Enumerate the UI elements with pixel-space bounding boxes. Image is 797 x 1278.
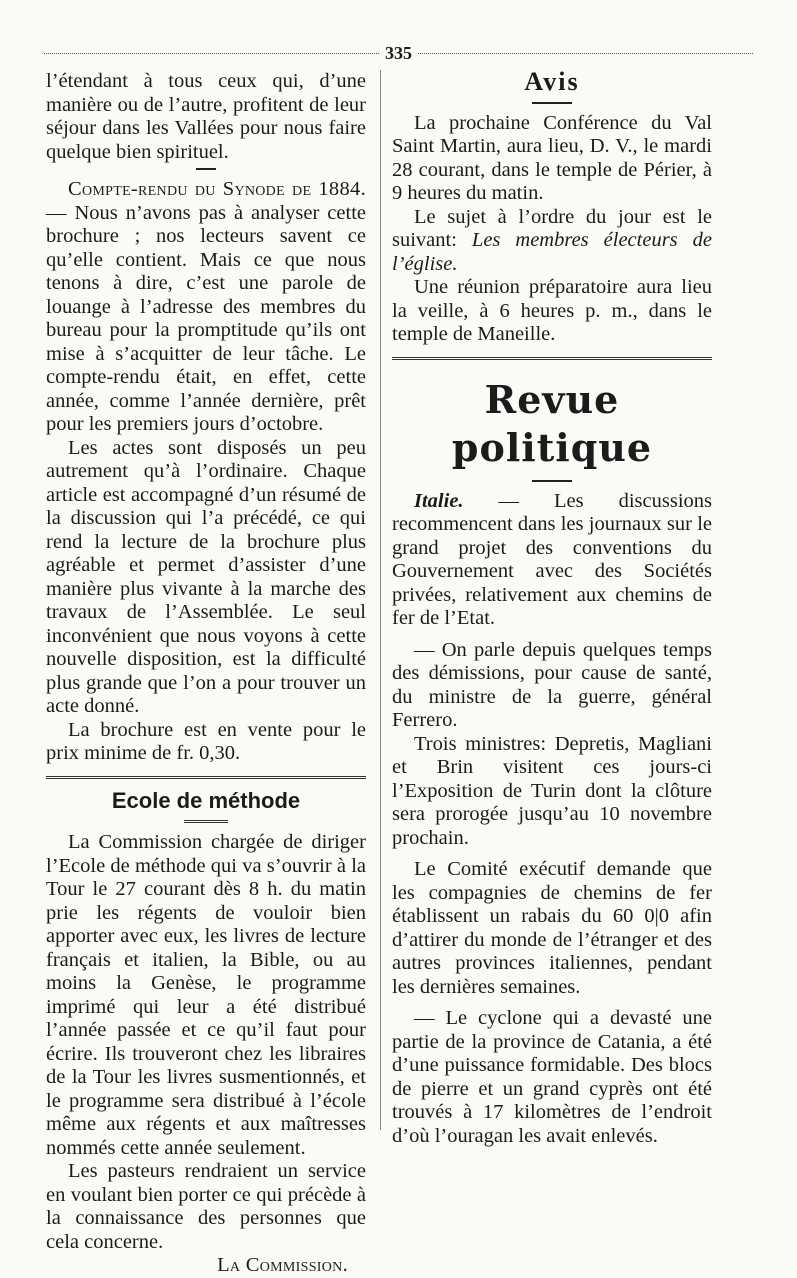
article-synode-p1: — Nous n’avons pas à analyser cette brochure ; nos lecteurs savent ce qu’elle contient. Mais ce que nous tenons à dire, c’est une parole de louange à l’adresse des membres du bureau pour la promptitude qu’ils ont mise à s’acquitter de leur tâche. Le compte-rendu était, en effet, cette année, comme l’année dernière, prêt pour les premiers jours d’octobre. [46,201,366,435]
heading-avis: Avis [524,67,580,96]
revue-p1-text: — Les discussions recommencent dans les journaux sur le grand projet des conventions du Gouvernement avec des Sociétés privées, relativement aux chemins de fer de l’Etat. [392,489,712,629]
avis-p3: Une réunion préparatoire aura lieu la veille, à 6 heures p. m., dans le temple de Maneille. [392,276,712,345]
avis-p1: La prochaine Conférence du Val Saint Martin, aura lieu, D. V., le mardi 28 courant, dans le temple de Périer, à 9 heures du matin. [392,111,712,204]
article-ecole-p2: Les pasteurs rendraient un service en voulant bien porter ce qui précède à la connaissance des personnes que cela concerne. [46,1160,366,1253]
column-divider [380,70,381,1130]
avis-p2-italic: Les membres électeurs de l’église. [392,229,712,275]
page-number: 335 [385,43,412,63]
revue-p1 [392,490,712,631]
header-rule-left [44,53,379,54]
avis-underline [532,102,572,104]
heading-underline [184,820,228,823]
paragraph-continuation: l’étendant à tous ceux qui, d’une manière ou de l’autre, profitent de leur séjour dans les Vallées pour nous faire quelque bien spirituel. [46,70,366,163]
signature-commission: La Commission. [217,1254,348,1276]
revue-p4: Le Comité exécutif demande que les compagnies de chemins de fer établissent un rabais du 60 0|0 afin d’attirer du monde de l’étranger et des autres provinces italiennes, pendant les dernières semaines. [392,858,712,998]
separator-short [196,168,216,170]
heading-ecole: Ecole de méthode [111,787,301,813]
heading-revue-politique: Revue politique [451,376,653,470]
revue-p3: Trois ministres: Depretis, Magliani et Brin visitent ces jours-ci l’Exposition de Turin dont la clôture sera prorogée jusqu’au 10 novembre prochain. [392,732,712,849]
section-divider-right [392,357,712,360]
right-column [392,67,712,1148]
article-synode-title: Compte-rendu du Synode de 1884. [68,178,366,200]
page-header [44,42,753,64]
article-synode-p2: Les actes sont disposés un peu autrement qu’à l’ordinaire. Chaque article est accompagné d’un résumé de la discussion qui l’a précédé, ce qui rend la lecture de la brochure plus agréable et permet d’assister d’une manière plus vivante à la marche des travaux de l’Assemblée. Le seul inconvénient que nous voyons à cette nouvelle disposition, est la difficulté plus grande que l’on a pour trouver un acte donné. [46,436,366,717]
avis-p2 [392,206,712,277]
italie-label: Italie. [414,489,464,512]
avis-p2-text: Le sujet à l’ordre du jour est le suivant: [392,205,712,251]
article-synode-p3: La brochure est en vente pour le prix minime de fr. 0,30. [46,718,366,764]
left-column [46,70,366,1278]
article-ecole-p1: La Commission chargée de diriger l’Ecole de méthode qui va s’ouvrir à la Tour le 27 courant dès 8 h. du matin prie les régents de vouloir bien apporter avec eux, les livres de lecture français et italien, la Bible, ou au moins la Genèse, le programme imprimé qui leur a été distribué l’année passée et ce qu’il faut pour écrire. Ils trouveront chez les libraires de la Tour les livres susmentionnés, et le programme sera distribué à l’école même aux régents et aux maîtresses nommés cette année seulement. [46,831,366,1159]
section-divider [46,776,366,779]
article-synode [46,178,366,437]
revue-p2: — On parle depuis quelques temps des démissions, pour cause de santé, du ministre de la guerre, général Ferrero. [392,638,712,731]
revue-p5: — Le cyclone qui a devasté une partie de la province de Catania, a été d’une puissance formidable. Des blocs de pierre et un grand cyprès ont été trouvés à 17 kilomètres de l’endroit d’où l’ouragan les avait enlevés. [392,1007,712,1147]
header-rule-right [418,53,753,54]
revue-underline [532,480,572,482]
